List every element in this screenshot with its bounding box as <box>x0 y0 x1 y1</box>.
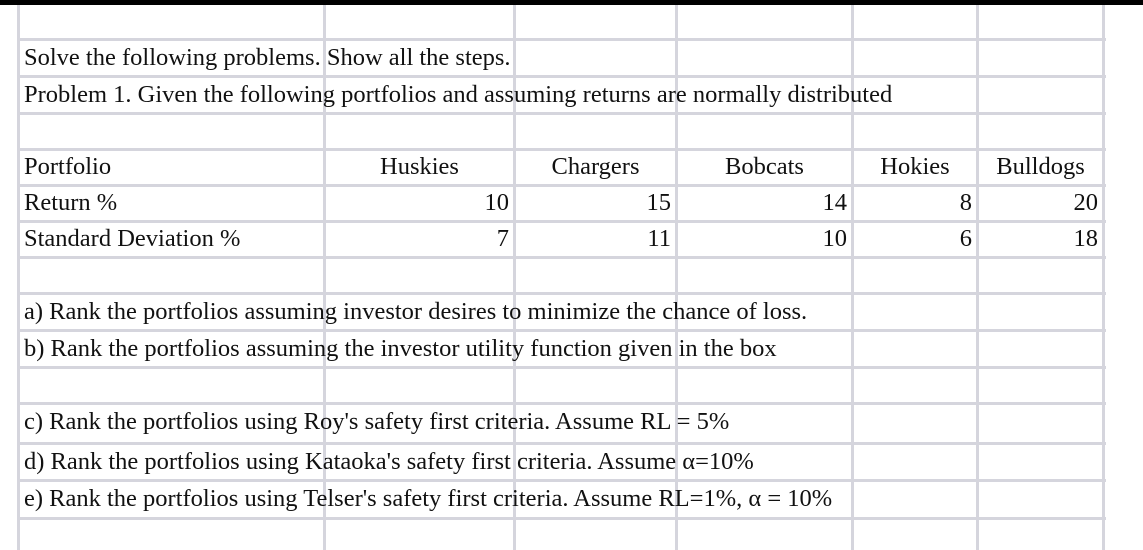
stddev-huskies: 7 <box>496 225 509 252</box>
gridline-horizontal <box>17 517 1106 520</box>
portfolio-name-chargers: Chargers <box>551 153 640 180</box>
portfolio-name-bobcats: Bobcats <box>725 153 804 180</box>
stddev-bobcats: 10 <box>822 225 847 252</box>
gridline-vertical <box>17 5 20 550</box>
stddev-chargers: 11 <box>647 225 671 252</box>
portfolio-name-bulldogs: Bulldogs <box>996 153 1085 180</box>
gridline-vertical <box>1102 5 1105 550</box>
portfolio-name-huskies: Huskies <box>380 153 459 180</box>
question-e: e) Rank the portfolios using Telser's safety first criteria. Assume RL=1%, α = 10% <box>24 485 833 512</box>
stddev-hokies: 6 <box>959 225 972 252</box>
problem-title: Problem 1. Given the following portfolios and assuming returns are normally distributed <box>24 81 893 108</box>
gridline-horizontal <box>17 256 1106 259</box>
gridline-horizontal <box>17 112 1106 115</box>
row-label-return: Return % <box>24 189 118 216</box>
portfolio-name-hokies: Hokies <box>880 153 950 180</box>
question-c: c) Rank the portfolios using Roy's safety first criteria. Assume RL = 5% <box>24 408 730 435</box>
question-b: b) Rank the portfolios assuming the investor utility function given in the box <box>24 335 777 362</box>
instructions-text: Solve the following problems. Show all the steps. <box>24 44 511 71</box>
gridline-horizontal <box>17 366 1106 369</box>
return-chargers: 15 <box>646 189 671 216</box>
return-huskies: 10 <box>484 189 509 216</box>
question-a: a) Rank the portfolios assuming investor desires to minimize the chance of loss. <box>24 298 808 325</box>
return-hokies: 8 <box>959 189 972 216</box>
stddev-bulldogs: 18 <box>1073 225 1098 252</box>
spreadsheet-grid <box>0 5 1143 550</box>
return-bobcats: 14 <box>822 189 847 216</box>
gridline-vertical <box>976 5 979 550</box>
return-bulldogs: 20 <box>1073 189 1098 216</box>
question-d: d) Rank the portfolios using Kataoka's safety first criteria. Assume α=10% <box>24 448 754 475</box>
table-header-portfolio: Portfolio <box>24 153 112 180</box>
row-label-std-dev: Standard Deviation % <box>24 225 241 252</box>
